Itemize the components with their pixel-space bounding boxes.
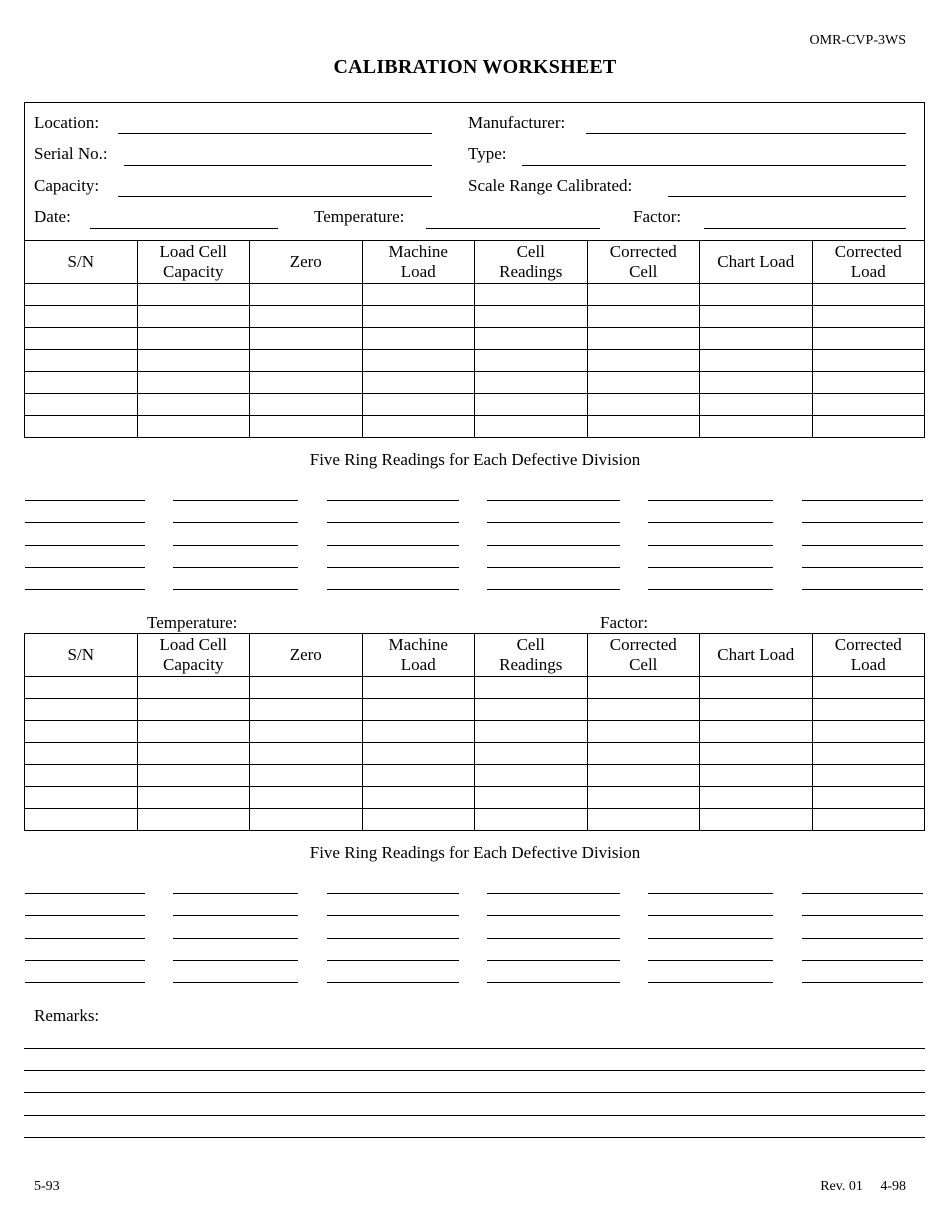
calibration-table-1: [24, 240, 925, 438]
table-cell[interactable]: [700, 699, 813, 721]
column-header-text: Corrected: [834, 635, 902, 654]
table-cell[interactable]: [587, 809, 700, 831]
ring-reading-blank[interactable]: [802, 915, 923, 916]
table-cell[interactable]: [250, 721, 363, 743]
table-cell[interactable]: [25, 284, 138, 306]
table-cell[interactable]: [25, 350, 138, 372]
column-header: [362, 241, 475, 284]
ring-reading-blank[interactable]: [25, 589, 145, 590]
ring-reading-blank[interactable]: [173, 982, 298, 983]
ring-reading-blank[interactable]: [802, 567, 923, 568]
table-cell[interactable]: [700, 306, 813, 328]
table-cell[interactable]: [812, 809, 925, 831]
remarks-line[interactable]: [24, 1092, 925, 1093]
table-row: [25, 787, 925, 809]
table-cell[interactable]: [137, 306, 250, 328]
column-header: [475, 241, 588, 284]
column-header-text: Load Cell: [159, 635, 227, 654]
ring-reading-blank[interactable]: [648, 915, 773, 916]
remarks-line[interactable]: [24, 1070, 925, 1071]
footer-page-code: 5-93: [34, 1179, 60, 1194]
table-cell[interactable]: [475, 765, 588, 787]
table-cell[interactable]: [475, 721, 588, 743]
column-header-text: Load: [850, 655, 886, 674]
column-header: [137, 634, 250, 677]
column-header: [250, 634, 363, 677]
table-cell[interactable]: [812, 743, 925, 765]
table-row: [25, 328, 925, 350]
table-cell[interactable]: [25, 416, 138, 438]
table-cell[interactable]: [250, 394, 363, 416]
table-cell[interactable]: [362, 677, 475, 699]
remarks-label: Remarks:: [34, 1006, 100, 1025]
table-cell[interactable]: [137, 328, 250, 350]
column-header: [587, 241, 700, 284]
table-cell[interactable]: [250, 765, 363, 787]
table-cell[interactable]: [587, 372, 700, 394]
table-cell[interactable]: [587, 743, 700, 765]
table-cell[interactable]: [587, 394, 700, 416]
table-cell[interactable]: [362, 328, 475, 350]
ring-reading-blank[interactable]: [487, 545, 620, 546]
location-label: Location:: [34, 113, 100, 132]
table-row: [25, 350, 925, 372]
table-cell[interactable]: [137, 677, 250, 699]
ring-reading-blank[interactable]: [802, 960, 923, 961]
ring-reading-blank[interactable]: [327, 522, 459, 523]
table-cell[interactable]: [475, 350, 588, 372]
table-cell[interactable]: [475, 394, 588, 416]
column-header-text: Load: [400, 655, 436, 674]
column-header-text: S/N: [67, 645, 94, 664]
table-cell[interactable]: [137, 394, 250, 416]
ring-reading-blank[interactable]: [648, 982, 773, 983]
factor-field[interactable]: [704, 228, 906, 229]
table-cell[interactable]: [250, 787, 363, 809]
ring-reading-blank[interactable]: [25, 522, 145, 523]
table-cell[interactable]: [25, 394, 138, 416]
table-cell[interactable]: [362, 721, 475, 743]
ring-reading-blank[interactable]: [487, 982, 620, 983]
table-cell[interactable]: [362, 394, 475, 416]
table-cell[interactable]: [25, 787, 138, 809]
column-header-text: Corrected: [834, 242, 902, 261]
table-cell[interactable]: [700, 809, 813, 831]
calibration-table-2: [24, 633, 925, 831]
ring-readings-title-2: Five Ring Readings for Each Defective Division: [309, 843, 641, 862]
ring-reading-blank[interactable]: [802, 938, 923, 939]
table-row: [25, 284, 925, 306]
table-cell[interactable]: [25, 809, 138, 831]
column-header: [25, 634, 138, 677]
table-cell[interactable]: [250, 328, 363, 350]
ring-reading-blank[interactable]: [25, 545, 145, 546]
table-cell[interactable]: [362, 284, 475, 306]
column-header-text: Cell: [516, 635, 545, 654]
ring-reading-blank[interactable]: [802, 545, 923, 546]
form-code: OMR-CVP-3WS: [809, 33, 906, 48]
table-cell[interactable]: [362, 787, 475, 809]
ring-reading-blank[interactable]: [802, 982, 923, 983]
column-header: [587, 634, 700, 677]
temperature-label-2: Temperature:: [147, 613, 238, 632]
ring-reading-blank[interactable]: [648, 589, 773, 590]
table-cell[interactable]: [812, 677, 925, 699]
table-row: [25, 699, 925, 721]
table-cell[interactable]: [587, 350, 700, 372]
column-header-text: Zero: [289, 645, 322, 664]
ring-reading-blank[interactable]: [802, 500, 923, 501]
ring-reading-blank[interactable]: [173, 915, 298, 916]
ring-reading-blank[interactable]: [327, 893, 459, 894]
column-header-text: Machine: [388, 635, 448, 654]
table-cell[interactable]: [812, 721, 925, 743]
table-row: [25, 306, 925, 328]
table-cell[interactable]: [250, 699, 363, 721]
table-cell[interactable]: [250, 350, 363, 372]
date-label: Date:: [34, 207, 71, 226]
table-cell[interactable]: [25, 372, 138, 394]
ring-reading-blank[interactable]: [487, 893, 620, 894]
table-cell[interactable]: [25, 699, 138, 721]
table-cell[interactable]: [475, 328, 588, 350]
remarks-line[interactable]: [24, 1048, 925, 1049]
scale-range-field[interactable]: [668, 196, 906, 197]
column-header-text: Capacity: [163, 262, 224, 281]
column-header-text: Cell: [629, 262, 658, 281]
table-cell[interactable]: [362, 416, 475, 438]
table-cell[interactable]: [137, 699, 250, 721]
table-cell[interactable]: [250, 372, 363, 394]
column-header: [812, 634, 925, 677]
ring-reading-blank[interactable]: [802, 893, 923, 894]
column-header-text: Cell: [629, 655, 658, 674]
ring-reading-blank[interactable]: [327, 567, 459, 568]
table-cell[interactable]: [587, 787, 700, 809]
column-header-text: Machine: [388, 242, 448, 261]
ring-reading-blank[interactable]: [487, 589, 620, 590]
temperature-field[interactable]: [426, 228, 600, 229]
column-header-text: Chart Load: [717, 252, 795, 271]
table-cell[interactable]: [475, 743, 588, 765]
ring-readings-title-1: Five Ring Readings for Each Defective Division: [309, 450, 641, 469]
table-cell[interactable]: [475, 699, 588, 721]
location-field[interactable]: [118, 133, 432, 134]
ring-reading-blank[interactable]: [327, 938, 459, 939]
ring-reading-blank[interactable]: [327, 982, 459, 983]
table-cell[interactable]: [475, 677, 588, 699]
remarks-line[interactable]: [24, 1115, 925, 1116]
ring-reading-blank[interactable]: [487, 500, 620, 501]
column-header: [700, 241, 813, 284]
ring-reading-blank[interactable]: [25, 567, 145, 568]
column-header-text: Readings: [499, 655, 563, 674]
factor-label-2: Factor:: [600, 613, 649, 632]
table-cell[interactable]: [700, 743, 813, 765]
table-row: [25, 372, 925, 394]
ring-reading-blank[interactable]: [173, 500, 298, 501]
column-header-text: Chart Load: [717, 645, 795, 664]
ring-reading-blank[interactable]: [173, 938, 298, 939]
table-cell[interactable]: [137, 787, 250, 809]
table-cell[interactable]: [700, 721, 813, 743]
ring-reading-blank[interactable]: [25, 915, 145, 916]
table-cell[interactable]: [812, 765, 925, 787]
ring-reading-blank[interactable]: [648, 522, 773, 523]
table-cell[interactable]: [362, 765, 475, 787]
table-cell[interactable]: [362, 372, 475, 394]
table-cell[interactable]: [362, 743, 475, 765]
manufacturer-label: Manufacturer:: [468, 113, 566, 132]
temperature-label: Temperature:: [314, 207, 405, 226]
column-header: [812, 241, 925, 284]
capacity-field[interactable]: [118, 196, 432, 197]
column-header: [137, 241, 250, 284]
ring-reading-blank[interactable]: [173, 893, 298, 894]
table-cell[interactable]: [700, 394, 813, 416]
page-title: CALIBRATION WORKSHEET: [333, 56, 617, 78]
ring-reading-blank[interactable]: [327, 915, 459, 916]
table-cell[interactable]: [25, 328, 138, 350]
table-cell[interactable]: [25, 721, 138, 743]
table-cell[interactable]: [587, 328, 700, 350]
ring-reading-blank[interactable]: [648, 938, 773, 939]
table-cell[interactable]: [475, 284, 588, 306]
table-cell[interactable]: [475, 787, 588, 809]
ring-reading-blank[interactable]: [802, 522, 923, 523]
ring-reading-blank[interactable]: [173, 522, 298, 523]
serial-label: Serial No.:: [34, 144, 108, 163]
table-row: [25, 416, 925, 438]
table-cell[interactable]: [812, 350, 925, 372]
column-header-text: Load: [400, 262, 436, 281]
column-header-text: Cell: [516, 242, 545, 261]
ring-reading-blank[interactable]: [173, 567, 298, 568]
table-cell[interactable]: [137, 284, 250, 306]
table-cell[interactable]: [587, 699, 700, 721]
table-cell[interactable]: [137, 765, 250, 787]
ring-reading-blank[interactable]: [648, 500, 773, 501]
ring-reading-blank[interactable]: [487, 567, 620, 568]
ring-reading-blank[interactable]: [173, 589, 298, 590]
column-header: [25, 241, 138, 284]
table-cell[interactable]: [812, 394, 925, 416]
table-header-row: [25, 241, 925, 284]
ring-reading-blank[interactable]: [25, 938, 145, 939]
table-cell[interactable]: [362, 306, 475, 328]
table-cell[interactable]: [587, 721, 700, 743]
column-header-text: Corrected: [609, 242, 677, 261]
date-field[interactable]: [90, 228, 278, 229]
table-cell[interactable]: [812, 372, 925, 394]
column-header-text: Load: [850, 262, 886, 281]
column-header-text: Readings: [499, 262, 563, 281]
ring-reading-blank[interactable]: [173, 960, 298, 961]
ring-reading-blank[interactable]: [648, 893, 773, 894]
column-header: [475, 634, 588, 677]
capacity-label: Capacity:: [34, 176, 100, 195]
column-header-text: Capacity: [163, 655, 224, 674]
type-field[interactable]: [522, 165, 906, 166]
table-cell[interactable]: [700, 350, 813, 372]
table-cell[interactable]: [700, 787, 813, 809]
table-cell[interactable]: [250, 677, 363, 699]
table-cell[interactable]: [475, 416, 588, 438]
factor-label: Factor:: [633, 207, 682, 226]
column-header-text: Load Cell: [159, 242, 227, 261]
table-cell[interactable]: [137, 743, 250, 765]
table-cell[interactable]: [137, 721, 250, 743]
table-cell[interactable]: [475, 809, 588, 831]
ring-reading-blank[interactable]: [327, 500, 459, 501]
table-cell[interactable]: [587, 416, 700, 438]
ring-reading-blank[interactable]: [327, 589, 459, 590]
manufacturer-field[interactable]: [586, 133, 906, 134]
scale-range-label: Scale Range Calibrated:: [468, 176, 633, 195]
column-header-text: Corrected: [609, 635, 677, 654]
table-cell[interactable]: [812, 306, 925, 328]
table-cell[interactable]: [587, 677, 700, 699]
table-header-row: [25, 634, 925, 677]
table-cell[interactable]: [362, 809, 475, 831]
ring-reading-blank[interactable]: [25, 960, 145, 961]
ring-reading-blank[interactable]: [648, 545, 773, 546]
table-cell[interactable]: [475, 372, 588, 394]
table-cell[interactable]: [700, 677, 813, 699]
remarks-line[interactable]: [24, 1137, 925, 1138]
table-row: [25, 394, 925, 416]
column-header: [700, 634, 813, 677]
ring-reading-blank[interactable]: [648, 960, 773, 961]
table-cell[interactable]: [812, 699, 925, 721]
table-cell[interactable]: [25, 306, 138, 328]
ring-reading-blank[interactable]: [327, 545, 459, 546]
table-cell[interactable]: [812, 328, 925, 350]
serial-field[interactable]: [124, 165, 432, 166]
ring-reading-blank[interactable]: [487, 915, 620, 916]
table-cell[interactable]: [137, 809, 250, 831]
table-cell[interactable]: [250, 416, 363, 438]
table-row: [25, 809, 925, 831]
table-cell[interactable]: [362, 350, 475, 372]
table-cell[interactable]: [700, 765, 813, 787]
table-cell[interactable]: [700, 284, 813, 306]
ring-reading-blank[interactable]: [25, 893, 145, 894]
table-row: [25, 677, 925, 699]
table-cell[interactable]: [25, 765, 138, 787]
column-header: [362, 634, 475, 677]
ring-reading-blank[interactable]: [648, 567, 773, 568]
table-cell[interactable]: [700, 372, 813, 394]
table-cell[interactable]: [137, 372, 250, 394]
ring-reading-blank[interactable]: [25, 982, 145, 983]
ring-reading-blank[interactable]: [25, 500, 145, 501]
ring-reading-blank[interactable]: [802, 589, 923, 590]
column-header-text: S/N: [67, 252, 94, 271]
table-row: [25, 743, 925, 765]
table-row: [25, 721, 925, 743]
table-cell[interactable]: [250, 809, 363, 831]
table-cell[interactable]: [812, 787, 925, 809]
ring-reading-blank[interactable]: [487, 960, 620, 961]
table-cell[interactable]: [700, 416, 813, 438]
ring-reading-blank[interactable]: [173, 545, 298, 546]
table-cell[interactable]: [250, 284, 363, 306]
table-cell[interactable]: [812, 416, 925, 438]
column-header-text: Zero: [289, 252, 322, 271]
footer-revision: Rev. 01 4-98: [820, 1179, 906, 1194]
type-label: Type:: [468, 144, 507, 163]
table-cell[interactable]: [137, 350, 250, 372]
table-cell[interactable]: [587, 284, 700, 306]
table-cell[interactable]: [250, 306, 363, 328]
table-cell[interactable]: [362, 699, 475, 721]
ring-reading-blank[interactable]: [487, 938, 620, 939]
table-cell[interactable]: [587, 765, 700, 787]
table-cell[interactable]: [137, 416, 250, 438]
ring-reading-blank[interactable]: [327, 960, 459, 961]
ring-reading-blank[interactable]: [487, 522, 620, 523]
table-cell[interactable]: [25, 743, 138, 765]
table-cell[interactable]: [812, 284, 925, 306]
table-row: [25, 765, 925, 787]
table-cell[interactable]: [475, 306, 588, 328]
table-cell[interactable]: [25, 677, 138, 699]
table-cell[interactable]: [587, 306, 700, 328]
table-cell[interactable]: [700, 328, 813, 350]
column-header: [250, 241, 363, 284]
table-cell[interactable]: [250, 743, 363, 765]
